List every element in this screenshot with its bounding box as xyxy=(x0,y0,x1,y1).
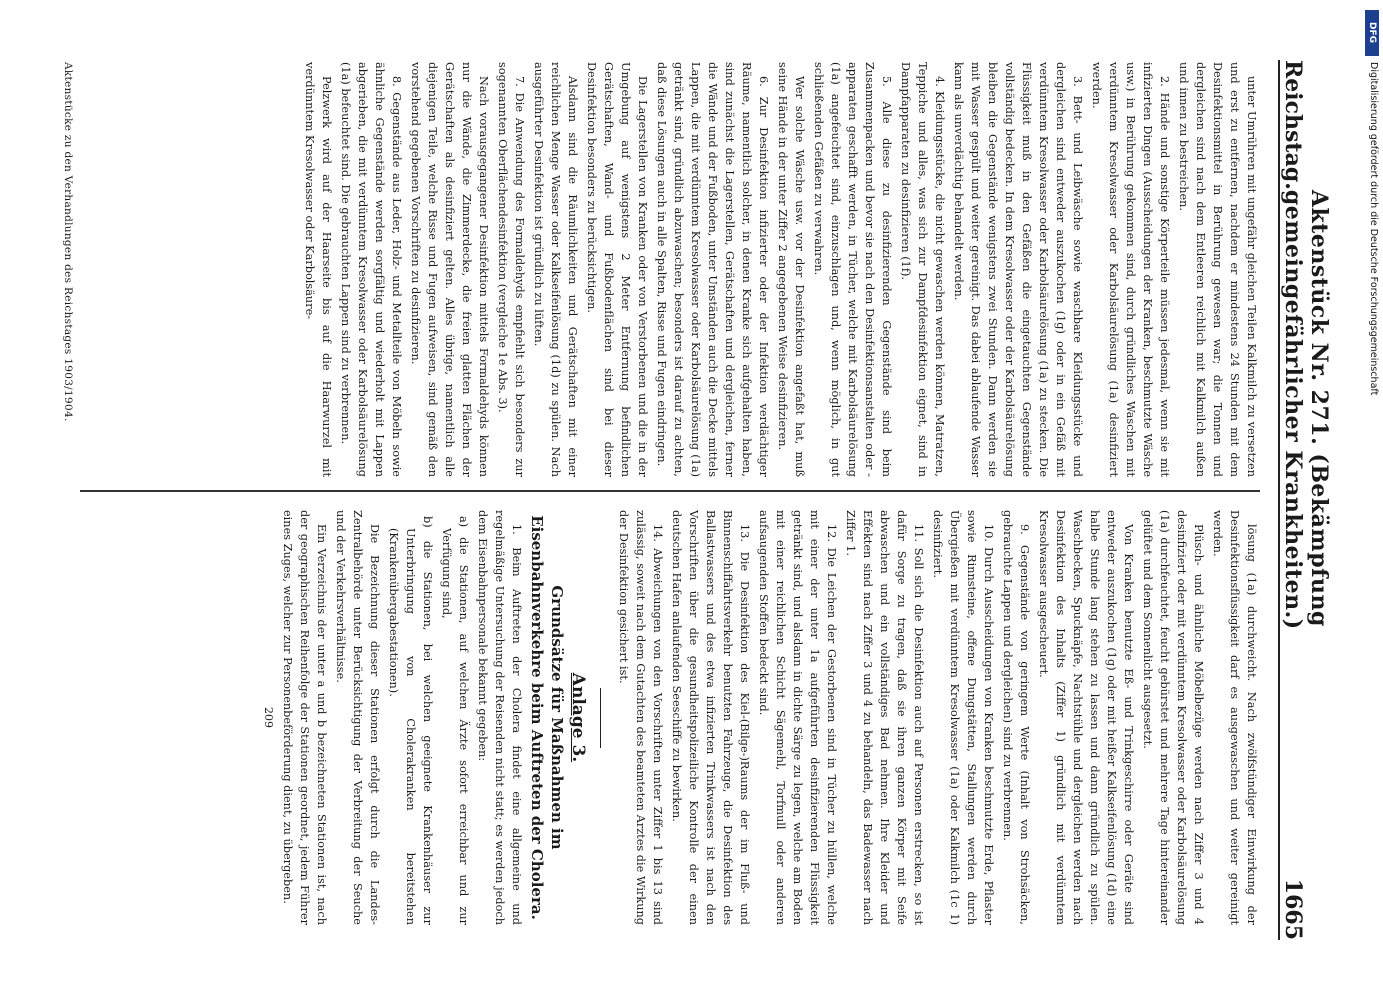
digitization-credit xyxy=(1365,10,1379,990)
credit-text: Digitalisierung gefördert durch die Deutsche Forschungsgemeinschaft xyxy=(1368,62,1379,396)
paragraph: 3. Bett- und Leibwäsche sowie waschbare Kleidungsstücke und dergleichen sind entweder auszukochen (1g) oder in ein Gefäß mit verdünntem Kresolwasser oder Karbolsäurelösung (1a) zu stecken. Die Flüssigkeit muß in den Gefäßen die eingetauchten Gegenstände vollständig bedecken. In dem Kresolwasser oder der Karbolsäurelösung bleiben die Gegenstände wenigstens zwei Stunden. Dann werden sie mit Wasser gespült und weiter gereinigt. Das dabei ablaufende Wasser kann als unverdächtig behandelt werden. xyxy=(952,62,1084,477)
paragraph: lösung (1a) durchweicht. Nach zwölfstündiger Einwirkung der Desinfektionsflüssigkeit darf es ausgewaschen und weiter gereinigt werden. xyxy=(1211,510,1258,925)
header-title: Aktenstück Nr. 271. (Bekämpfung gemeingefährlicher Krankheiten.) xyxy=(1280,189,1332,630)
paragraph: 4. Kleidungsstücke, die nicht gewaschen werden können, Matratzen, Teppiche und alles, was sich zur Dampfdesinfektion eignet, sind in Dampfapparaten zu desinfizieren (1f). xyxy=(899,62,946,477)
annex-heading: Grundsätze für Maßnahmen im Eisenbahnverkehre beim Auftreten der Cholera. xyxy=(528,515,566,920)
paragraph: 7. Die Anwendung des Formaldehyds empfiehlt sich besonders zur sogenannten Oberflächendesinfektion (vergleiche 1e Abs. 3). xyxy=(496,62,526,477)
document-page xyxy=(30,50,1330,950)
paragraph: 11. Soll sich die Desinfektion auch auf Personen erstrecken, so ist dafür Sorge zu tragen, daß sie ihren ganzen Körper mit Seife abwaschen und ein vollständiges Bad nehmen. Ihre Kleider und Effekten sind nach Ziffer 3 und 4 zu behandeln, das Badewasser nach Ziffer 1. xyxy=(844,510,925,925)
paragraph: Wer solche Wäsche usw. vor der Desinfektion angefaßt hat, muß seine Hände in der unter Ziffer 2 angegebenen Weise desinfizieren. xyxy=(776,62,806,477)
paragraph: Nach vorausgegangener Desinfektion mittels Formaldehyds können nur die Wände, die Zimmerdecke, die freien glatten Flächen der Gerätschaften als desinfiziert gelten. Alles übrige, namentlich alle diejenigen Teile, welche Risse und Fugen aufweisen, sind gemäß den vorstehend gegebenen Vorschriften zu desinfizieren. xyxy=(409,62,490,477)
paragraph: Die Lagerstellen von Kranken oder von Verstorbenen und die in der Umgebung auf wenigstens 2 Meter Entfernung befindlichen Gerätschaften, Wand- und Fußbodenflächen sind bei dieser Desinfektion besonders zu berücksichtigen. xyxy=(585,62,649,477)
paragraph: 10. Durch Ausscheidungen von Kranken beschmutzte Erde, Pflaster sowie Rinnsteine, offene Dungstätten, Stallungen werden durch Übergießen mit verdünntem Kresolwasser (1a) oder Kalkmilch (1c 1) desinfiziert. xyxy=(931,510,995,925)
annex-paragraph: Die Bezeichnung dieser Stationen erfolgt durch die Landes-Zentralbehörde unter Berücksichtigung der Verbreitung der Seuche und der Verkehrsverhältnisse. xyxy=(334,510,381,925)
page-footer: Aktenstücke zu den Verhandlungen des Reichstages 1903/1904. xyxy=(62,62,74,422)
section-divider xyxy=(600,688,601,748)
page-number: 1665 xyxy=(1280,878,1306,940)
annex-title: Anlage 3. xyxy=(568,672,588,763)
paragraph: unter Umrühren mit ungefähr gleichen Teilen Kalkmilch zu versetzen und erst zu entfernen, nachdem er mindestens 24 Stunden mit dem Desinfektionsmittel in Berührung gewesen war; die Tonnen und dergleichen sind nach dem Entleeren reichlich mit Kalkmilch außen und innen zu bestreichen. xyxy=(1177,62,1258,477)
dfg-logo: DFG xyxy=(1365,10,1379,56)
page-header xyxy=(1278,60,1332,940)
column-divider xyxy=(80,490,1260,492)
right-column xyxy=(80,510,1260,925)
paragraph: Plüsch- und ähnliche Möbelbezüge werden nach Ziffer 3 und 4 desinfiziert oder mit verdünntem Kresolwasser oder Karbolsäurelösung (1a) durchfeuchtet, feucht gebürstet und mehrere Tage hintereinander gelüftet und dem Sonnenlicht ausgesetzt. xyxy=(1141,510,1205,925)
signature-mark: 209 xyxy=(262,707,275,728)
paragraph: Alsdann sind die Räumlichkeiten und Gerätschaften mit einer reichlichen Menge Wasser oder Kalkseifenlösung (1d) zu spülen. Nach ausgeführter Desinfektion ist gründlich zu lüften. xyxy=(532,62,579,477)
annex-paragraph: 1. Beim Auftreten der Cholera findet eine allgemeine und regelmäßige Untersuchung der Reisenden nicht statt; es werden jedoch dem Eisenbahnpersonale bekannt gegeben: xyxy=(476,510,523,925)
paragraph: 12. Die Leichen der Gestorbenen sind in Tücher zu hüllen, welche mit einer der unter 1a aufgeführten desinfizierenden Flüssigkeit getränkt sind, und alsdann in dichte Särge zu legen, welche am Boden mit einer reichlichen Schicht Sägemehl, Torfmull oder anderen aufsaugenden Stoffen bedeckt sind. xyxy=(757,510,838,925)
paragraph: Von Kranken benutzte Eß- und Trinkgeschirre oder Geräte sind entweder auszukochen (1g) oder mit heißer Kalkseifenlösung (1d) eine halbe Stunde lang stehen zu lassen und dann gründlich zu spülen. Waschbecken, Spucknäpfe, Nachtstühle und dergleichen werden nach Desinfektion des Inhalts (Ziffer 1) gründlich mit verdünntem Kresolwasser ausgescheuert. xyxy=(1037,510,1135,925)
paragraph: 9. Gegenstände von geringem Werte (Inhalt von Strohsäcken, gebrauchte Lappen und dergleichen) sind zu verbrennen. xyxy=(1001,510,1031,925)
paragraph: 8. Gegenstände aus Leder, Holz- und Metallteile von Möbeln sowie ähnliche Gegenstände werden sorgfältig und wiederholt mit Lappen abgerieben, die mit verdünntem Kresolwasser oder Karbolsäurelösung (1a) befeuchtet sind. Die gebrauchten Lappen sind zu verbrennen. xyxy=(339,62,403,477)
annex-paragraph: Ein Verzeichnis der unter a und b bezeichneten Stationen ist, nach der geographischen Reihenfolge der Stationen geordnet, jedem Führer eines Zuges, welcher zur Personenbeförderung dient, zu übergeben. xyxy=(281,510,328,925)
annex-list-item: a) die Stationen, auf welchen Ärzte sofort erreichbar und zur Verfügung sind, xyxy=(440,516,470,925)
header-left: Reichstag. xyxy=(1280,60,1306,190)
left-column xyxy=(80,62,1260,477)
annex-list-item: b) die Stationen, bei welchen geeignete Krankenhäuser zur Unterbringung von Cholerakranken bereitstehen (Krankenübergabestationen). xyxy=(387,516,434,925)
paragraph: 2. Hände und sonstige Körperteile müssen jedesmal, wenn sie mit infizierten Dingen (Ausscheidungen der Kranken, beschmutzte Wäsche usw.) in Berührung gekommen sind, durch gründliches Waschen mit verdünntem Kresolwasser oder Karbolsäurelösung (1a) desinfiziert werden. xyxy=(1090,62,1171,477)
paragraph: 13. Die Desinfektion des Kiel-(Bilge-)Raums der im Fluß- und Binnenschiffahrtsverkehr benutzten Fahrzeuge, die Desinfektion des Ballastwassers und des etwa infizierten Trinkwassers ist nach den Vorschriften über die gesundheitspolizeiliche Kontrolle der einen deutschen Hafen anlaufenden Seeschiffe zu bewirken. xyxy=(670,510,751,925)
paragraph: Pelzwerk wird auf der Haarseite bis auf die Haarwurzel mit verdünntem Kresolwasser oder Karbolsäure- xyxy=(303,62,333,477)
paragraph: 5. Alle diese zu desinfizierenden Gegenstände sind beim Zusammenpacken und bevor sie nach den Desinfektionsanstalten oder -apparaten geschafft werden, in Tücher, welche mit Karbolsäurelösung (1a) angefeuchtet sind, einzuschlagen und, wenn möglich, in gut schließenden Gefäßen zu verwahren. xyxy=(812,62,893,477)
paragraph: 6. Zur Desinfektion infizierter oder der Infektion verdächtiger Räume, namentlich solcher, in denen Kranke sich aufgehalten haben, sind zunächst die Lagerstellen, Gerätschaften und dergleichen, ferner die Wände und der Fußboden, unter Umständen auch die Decke mittels Lappen, die mit verdünntem Kresolwasser oder Karbolsäurelösung (1a) getränkt sind, gründlich abzuwaschen; besonders ist darauf zu achten, daß diese Lösungen auch in alle Spalten, Risse und Fugen eindringen. xyxy=(655,62,770,477)
paragraph: 14. Abweichungen von den Vorschriften unter Ziffer 1 bis 13 sind zulässig, soweit nach dem Gutachten des beamteten Arztes die Wirkung der Desinfektion gesichert ist. xyxy=(617,510,664,925)
